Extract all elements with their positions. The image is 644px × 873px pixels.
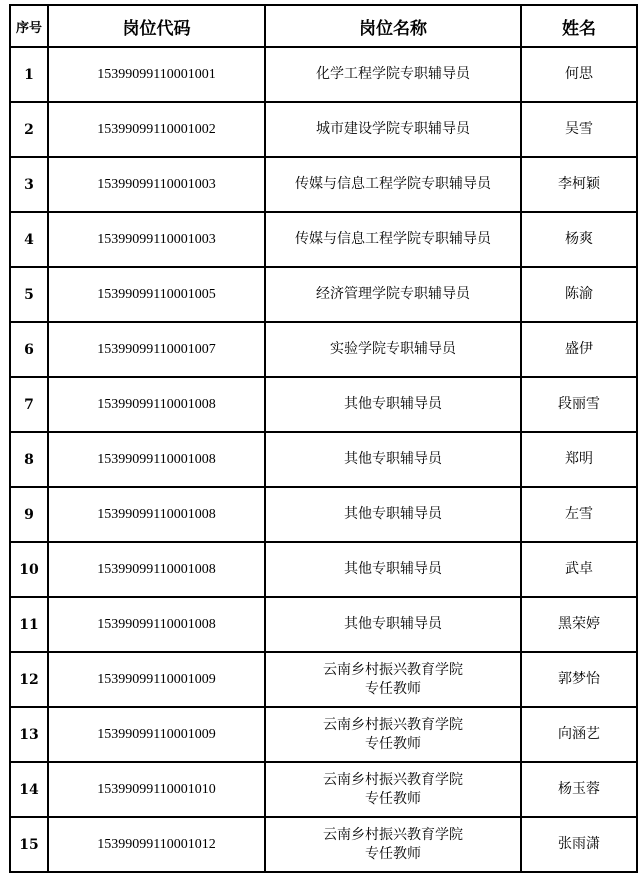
row-post-code: 15399099110001001	[48, 47, 265, 102]
row-post-name	[265, 762, 521, 817]
row-post-code: 15399099110001012	[48, 817, 265, 872]
table-row	[10, 322, 637, 377]
row-post-code: 15399099110001005	[48, 267, 265, 322]
table-row	[10, 47, 637, 102]
post-name-line: 云南乡村振兴教育学院	[323, 716, 463, 733]
row-person-name: 左雪	[521, 487, 637, 542]
row-serial-number: 9	[10, 487, 48, 542]
post-name-line: 经济管理学院专职辅导员	[316, 286, 470, 302]
row-post-name	[265, 487, 521, 542]
row-post-name	[265, 432, 521, 487]
row-post-code: 15399099110001007	[48, 322, 265, 377]
row-person-name: 盛伊	[521, 322, 637, 377]
post-name-line: 传媒与信息工程学院专职辅导员	[295, 176, 491, 192]
header-serial-number: 序号	[10, 5, 48, 47]
row-person-name: 杨爽	[521, 212, 637, 267]
row-serial-number: 15	[10, 817, 48, 872]
post-name-line: 其他专职辅导员	[344, 396, 442, 412]
row-person-name: 武卓	[521, 542, 637, 597]
post-name-line: 实验学院专职辅导员	[330, 341, 456, 357]
row-post-name	[265, 157, 521, 212]
post-name-line: 化学工程学院专职辅导员	[316, 66, 470, 82]
header-post-name: 岗位名称	[265, 5, 521, 47]
row-serial-number: 4	[10, 212, 48, 267]
row-serial-number: 11	[10, 597, 48, 652]
table-header-row	[10, 5, 637, 47]
row-serial-number: 8	[10, 432, 48, 487]
row-post-code: 15399099110001008	[48, 597, 265, 652]
post-name-line: 专任教师	[365, 845, 421, 862]
row-post-name	[265, 597, 521, 652]
row-serial-number: 12	[10, 652, 48, 707]
row-post-name	[265, 542, 521, 597]
row-post-name	[265, 377, 521, 432]
table-row	[10, 707, 637, 762]
row-post-code: 15399099110001008	[48, 487, 265, 542]
table-row	[10, 267, 637, 322]
row-person-name: 李柯颖	[521, 157, 637, 212]
row-post-code: 15399099110001010	[48, 762, 265, 817]
row-post-code: 15399099110001009	[48, 707, 265, 762]
row-serial-number: 13	[10, 707, 48, 762]
row-serial-number: 3	[10, 157, 48, 212]
header-person-name: 姓名	[521, 5, 637, 47]
row-post-name	[265, 102, 521, 157]
row-post-code: 15399099110001002	[48, 102, 265, 157]
table-row	[10, 597, 637, 652]
row-post-name	[265, 322, 521, 377]
row-person-name: 杨玉蓉	[521, 762, 637, 817]
table-row	[10, 377, 637, 432]
post-name-line: 其他专职辅导员	[344, 451, 442, 467]
row-post-name	[265, 707, 521, 762]
table-row	[10, 542, 637, 597]
post-name-line: 云南乡村振兴教育学院	[323, 771, 463, 788]
row-person-name: 黑荣婷	[521, 597, 637, 652]
row-serial-number: 2	[10, 102, 48, 157]
personnel-table	[9, 4, 638, 873]
post-name-line: 专任教师	[365, 680, 421, 697]
row-serial-number: 7	[10, 377, 48, 432]
row-person-name: 郭梦怡	[521, 652, 637, 707]
post-name-line: 其他专职辅导员	[344, 616, 442, 632]
row-serial-number: 1	[10, 47, 48, 102]
row-post-code: 15399099110001008	[48, 432, 265, 487]
row-post-name	[265, 267, 521, 322]
table-row	[10, 817, 637, 872]
table-row	[10, 432, 637, 487]
row-serial-number: 14	[10, 762, 48, 817]
table-row	[10, 102, 637, 157]
row-post-code: 15399099110001003	[48, 212, 265, 267]
row-post-code: 15399099110001003	[48, 157, 265, 212]
post-name-line: 专任教师	[365, 790, 421, 807]
row-serial-number: 10	[10, 542, 48, 597]
row-person-name: 郑明	[521, 432, 637, 487]
table-row	[10, 157, 637, 212]
post-name-line: 云南乡村振兴教育学院	[323, 661, 463, 678]
post-name-line: 其他专职辅导员	[344, 561, 442, 577]
row-person-name: 段丽雪	[521, 377, 637, 432]
table-row	[10, 762, 637, 817]
table-row	[10, 652, 637, 707]
row-person-name: 向涵艺	[521, 707, 637, 762]
table-body	[10, 47, 637, 872]
row-person-name: 张雨潇	[521, 817, 637, 872]
row-post-name	[265, 817, 521, 872]
row-person-name: 陈渝	[521, 267, 637, 322]
post-name-line: 专任教师	[365, 735, 421, 752]
post-name-line: 城市建设学院专职辅导员	[316, 121, 470, 137]
post-name-line: 云南乡村振兴教育学院	[323, 826, 463, 843]
row-serial-number: 6	[10, 322, 48, 377]
row-serial-number: 5	[10, 267, 48, 322]
row-post-code: 15399099110001009	[48, 652, 265, 707]
row-post-name	[265, 212, 521, 267]
table-row	[10, 487, 637, 542]
post-name-line: 其他专职辅导员	[344, 506, 442, 522]
row-person-name: 何思	[521, 47, 637, 102]
row-post-name	[265, 652, 521, 707]
post-name-line: 传媒与信息工程学院专职辅导员	[295, 231, 491, 247]
row-post-code: 15399099110001008	[48, 542, 265, 597]
row-person-name: 吴雪	[521, 102, 637, 157]
header-post-code: 岗位代码	[48, 5, 265, 47]
table-row	[10, 212, 637, 267]
row-post-code: 15399099110001008	[48, 377, 265, 432]
row-post-name	[265, 47, 521, 102]
